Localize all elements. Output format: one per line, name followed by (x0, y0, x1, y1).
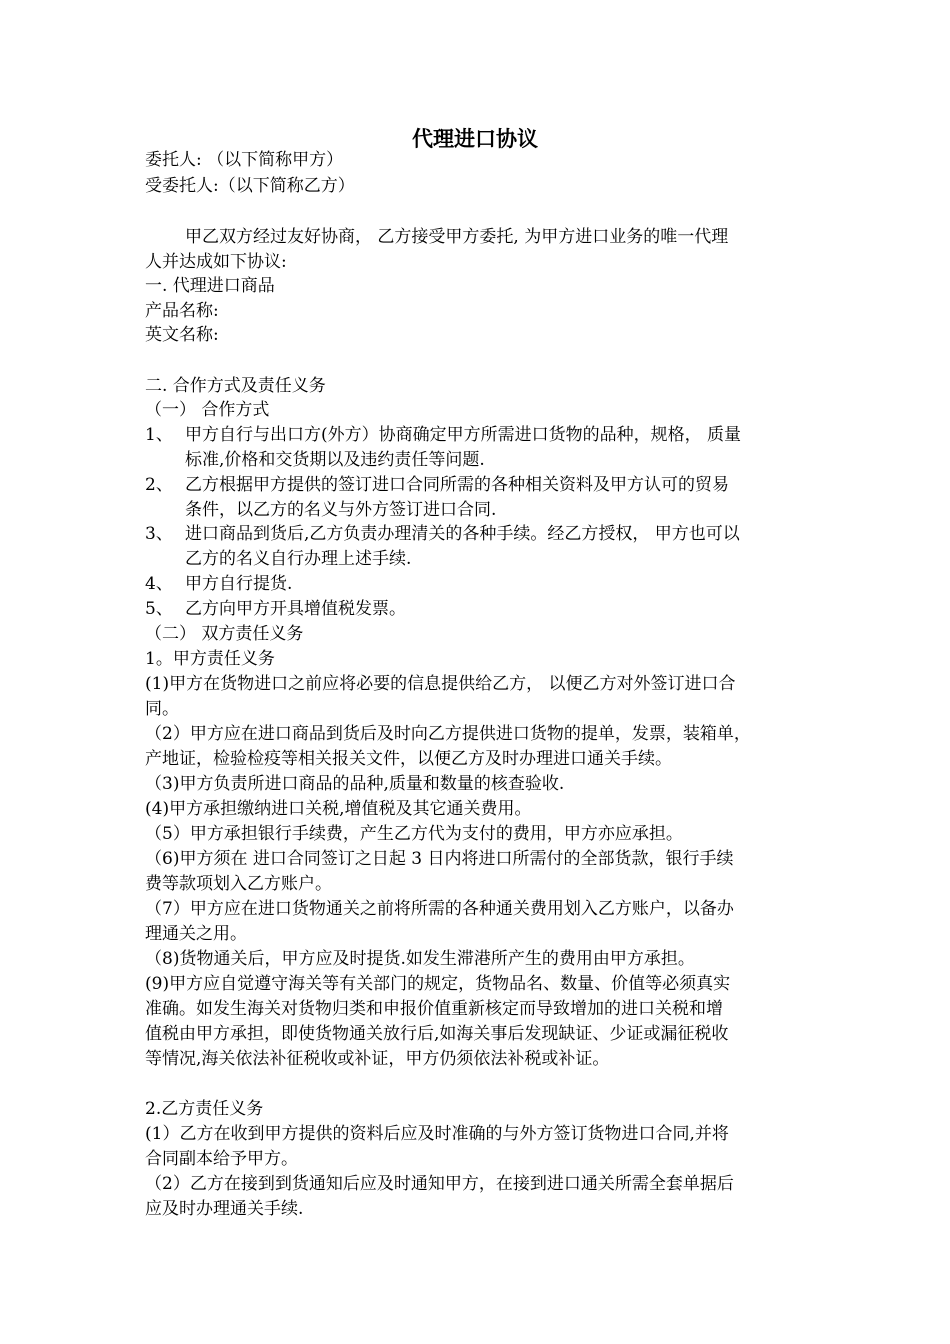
document-title: 代理进口协议 (412, 127, 538, 151)
duty-line: (1）乙方在收到甲方提供的资料后应及时准确的与外方签订货物进口合同,并将 (145, 1124, 729, 1144)
duty-line: （7）甲方应在进口货物通关之前将所需的各种通关费用划入乙方账户，以备办 (145, 899, 734, 919)
intro-line-2: 人并达成如下协议: (145, 252, 287, 272)
list-item-line: 标准,价格和交货期以及违约责任等问题. (185, 450, 485, 470)
list-item-line: 甲方自行提货. (185, 574, 293, 594)
duty-line: 合同副本给予甲方。 (145, 1149, 298, 1169)
list-item-number: 4、 (145, 574, 173, 594)
duty-line: （6)甲方须在 进口合同签订之日起 3 日内将进口所需付的全部货款，银行手续 (145, 849, 734, 869)
duty-line: 应及时办理通关手续. (145, 1199, 304, 1219)
section-1-heading: 一. 代理进口商品 (145, 276, 275, 296)
duty-line: （5）甲方承担银行手续费，产生乙方代为支付的费用，甲方亦应承担。 (145, 824, 683, 844)
section-2-heading: 二. 合作方式及责任义务 (145, 376, 326, 396)
duty-line: 同。 (145, 699, 179, 719)
duty-line: 费等款项划入乙方账户。 (145, 874, 332, 894)
duty-line: （3)甲方负责所进口商品的品种,质量和数量的核查验收. (145, 774, 565, 794)
duty-line: 理通关之用。 (145, 924, 247, 944)
list-item-number: 1、 (145, 425, 173, 445)
duty-line: (4)甲方承担缴纳进口关税,增值税及其它通关费用。 (145, 799, 532, 819)
duty-line: 值税由甲方承担，即使货物通关放行后,如海关事后发现缺证、少证或漏征税收 (145, 1024, 729, 1044)
list-item-number: 5、 (145, 599, 173, 619)
list-item-line: 乙方的名义自行办理上述手续. (185, 549, 412, 569)
intro-line-1: 甲乙双方经过友好协商， 乙方接受甲方委托, 为甲方进口业务的唯一代理 (185, 227, 729, 247)
duty-line: （2）乙方在接到到货通知后应及时通知甲方，在接到进口通关所需全套单据后 (145, 1174, 734, 1194)
subsection-cooperation: （一） 合作方式 (145, 400, 270, 420)
list-item-number: 2、 (145, 475, 173, 495)
list-item-line: 甲方自行与出口方(外方）协商确定甲方所需进口货物的品种，规格， 质量 (185, 425, 742, 445)
duty-line: 等情况,海关依法补征税收或补证，甲方仍须依法补税或补证。 (145, 1049, 610, 1069)
duty-line: (1)甲方在货物进口之前应将必要的信息提供给乙方， 以便乙方对外签订进口合 (145, 674, 736, 694)
list-item-line: 条件，以乙方的名义与外方签订进口合同. (185, 500, 497, 520)
list-item-line: 乙方根据甲方提供的签订进口合同所需的各种相关资料及甲方认可的贸易 (185, 475, 729, 495)
party-b-line: 受委托人:（以下简称乙方） (145, 176, 355, 196)
subsection-duties: （二） 双方责任义务 (145, 624, 304, 644)
duty-line: (9)甲方应自觉遵守海关等有关部门的规定，货物品名、数量、价值等必须真实 (145, 974, 731, 994)
list-item-line: 进口商品到货后,乙方负责办理清关的各种手续。经乙方授权， 甲方也可以 (185, 524, 740, 544)
list-item-number: 3、 (145, 524, 173, 544)
duty-line: （8)货物通关后，甲方应及时提货.如发生滞港所产生的费用由甲方承担。 (145, 949, 695, 969)
duty-line: （2）甲方应在进口商品到货后及时向乙方提供进口货物的提单，发票，装箱单， (145, 724, 751, 744)
product-name-label: 产品名称: (145, 301, 219, 321)
party-a-line: 委托人: （以下简称甲方） (145, 150, 344, 170)
duty-line: 产地证，检验检疫等相关报关文件，以便乙方及时办理进口通关手续。 (145, 749, 672, 769)
english-name-label: 英文名称: (145, 325, 219, 345)
duty-line: 准确。如发生海关对货物归类和申报价值重新核定而导致增加的进口关税和增 (145, 999, 723, 1019)
party-a-duties-heading: 1。甲方责任义务 (145, 649, 275, 669)
party-b-duties-heading: 2.乙方责任义务 (145, 1099, 264, 1119)
list-item-line: 乙方向甲方开具增值税发票。 (185, 599, 406, 619)
